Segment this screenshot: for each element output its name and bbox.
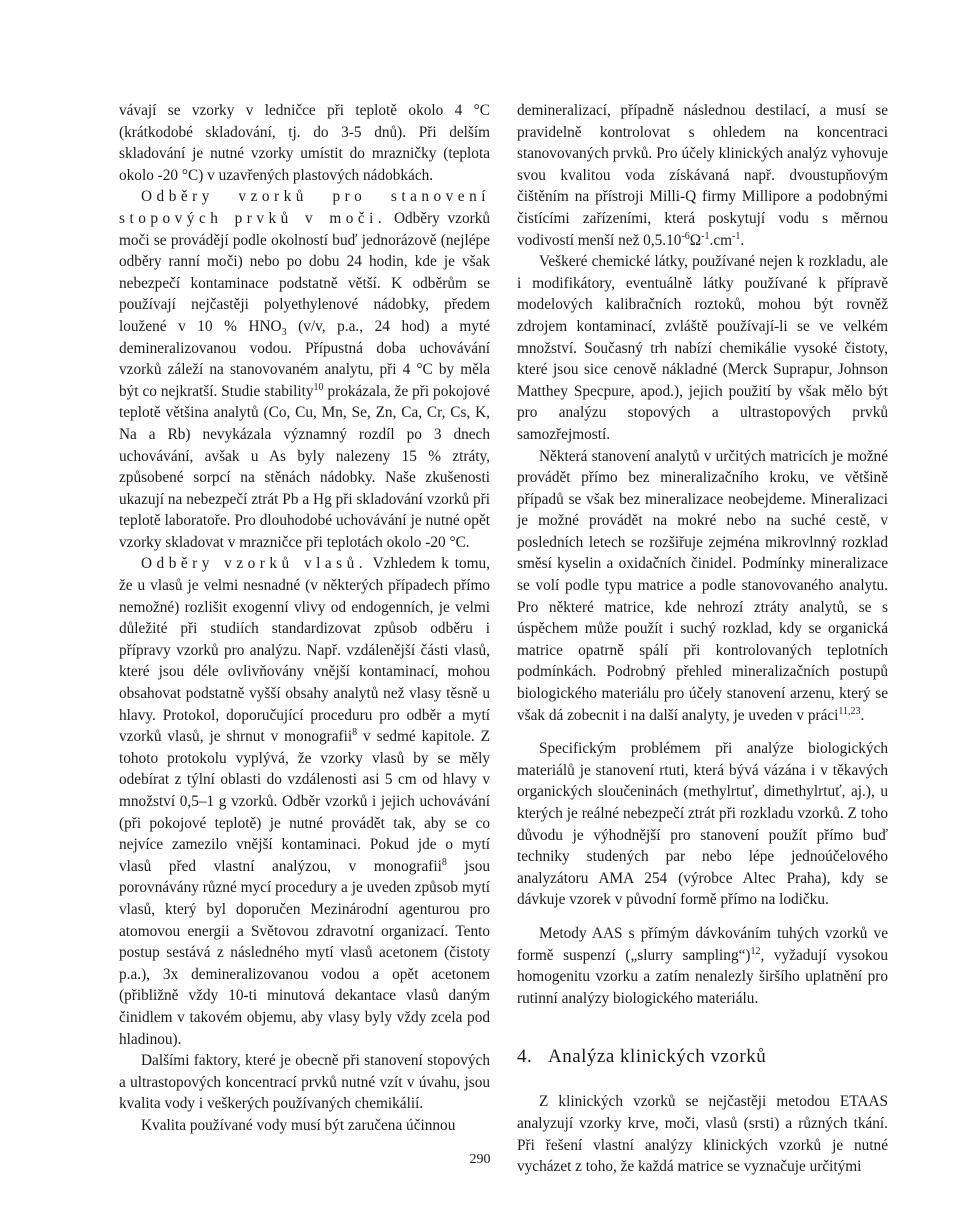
superscript: -6 [681, 230, 690, 242]
paragraph: Z klinických vzorků se nejčastěji metodou ETAAS analyzují vzorky krve, moči, vlasů (srsti) a různých tkání. Při řešení vlastní analýzy klinických vzorků je nutné vycházet z toho, že každá matrice se vyznačuje určitými [517, 1093, 888, 1176]
text: prokázala, že při pokojové teplotě většina analytů (Co, Cu, Mn, Se, Zn, Ca, Cr, Cs, K, Na a Rb) nevykázala významný rozdíl po 3 dnech uchovávání, avšak u As byly nalezeny 15 % ztráty, způsobené sorpcí na stěnách nádobky. Naše zkušenosti ukazují na nebezpečí ztrát Pb a Hg při skladování vzorků při teplotě laboratoře. Pro dlouhodobé uchovávání je nutné opět vzorky skladovat v mrazničce při teplotách okolo -20 °C. [119, 382, 490, 551]
right-column [517, 100, 888, 1178]
reference: 11,23 [838, 705, 861, 717]
page-number: 290 [469, 1152, 491, 1167]
reference: 12 [750, 945, 761, 957]
paragraph: vávají se vzorky v ledničce při teplotě okolo 4 °C (krátkodobé skladování, tj. do 3-5 dnů). Při delším skladování je nutné vzorky umístit do mrazničky (teplota okolo -20 °C) v uzavřených plastových nádobkách. [119, 102, 490, 184]
text: v sedmé kapitole. Z tohoto protokolu vyplývá, že vzorky vlasů by se měly odebírat z týlní oblasti do vzdálenosti asi 5 cm od hlavy v množství 0,5–1 g vzorků. Odběr vzorků i jejich uchovávání (při pokojové teplotě) je nutné provádět tak, aby se co nejvíce zamezilo vnější kontaminaci. Pokud jde o mytí vlasů před vlastní analýzou, v monografii [119, 728, 490, 875]
text: Některá stanovení analytů v určitých matricích je možné provádět přímo bez mineralizačního kroku, ve většině případů se však bez mineralizace neobejdeme. Mineralizaci je možné provádět na mokré nebo na suché cestě, v posledních letech se rozšiřuje zejména mikrovlnný rozklad směsí kyselin a oxidačních činidel. Podmínky mineralizace se volí podle typu matrice a podle stanovovaného analytu. Pro některé matrice, kde nehrozí ztráty analytů, se s úspěchem může použít i suchý rozklad, kdy se organická matrice opatrně spálí při kontrolovaných teplotních podmínkách. Podrobný přehled mineralizačních postupů biologického materiálu pro účely stanovení arzenu, který se však dá zobecnit i na další analyty, je uveden v práci [517, 447, 888, 724]
text: .cm [709, 231, 733, 249]
text: jsou porovnávány různé mycí procedury a je uveden způsob mytí vlasů, který byl doporučen Mezinárodní agenturou pro atomovou energii a Světovou zdravotní organizací. Tento postup sestává z následného mytí vlasů acetonem (čistoty p.a.), 3x demineralizovanou vodou a opět acetonem (přibližně vždy 10-ti minutová dekantace vlasů daným činidlem v takovém objemu, aby vlasy byly vždy zcela pod hladinou). [119, 857, 490, 1048]
reference: 10 [313, 381, 324, 393]
section-number: 4. [517, 1046, 533, 1068]
text: Vzhledem k tomu, že u vlasů je velmi nesnadné (v některých případech přímo nemožné) rozlišit exogenní vlivy od endogenních, je velmi důležité při studiích standardizovat způsob odběru i přípravy vzorků pro analýzu. Např. vzdálenější části vlasů, které jsou déle ovlivňovány vnější kontaminací, mohou obsahovat podstatně vyšší obsahy analytů než vlasy těsně u hlavy. Protokol, doporučující proceduru pro odběr a mytí vzorků vlasů, je shrnut v monografii [119, 555, 490, 746]
paragraph [517, 446, 888, 727]
paragraph: Veškeré chemické látky, používané nejen k rozkladu, ale i modifikátory, eventuálně látky používané k přípravě modelových kalibračních roztoků, mohou být rovněž zdrojem kontaminací, zvláště používají-li se ve velkém množství. Současný trh nabízí chemikálie vysoké čistoty, které jsou sice cenově nákladné (Merck Suprapur, Johnson Matthey Specpure, apod.), jejich použití by však mělo být pro analýzu stopových a ultrastopových prvků samozřejmostí. [517, 253, 888, 443]
section-title: Analýza klinických vzorků [548, 1046, 767, 1068]
paragraph: Specifickým problémem při analýze biologických materiálů je stanovení rtuti, která bývá vázána i v těkavých organických sloučeninách (methylrtuť, dimethylrtuť, aj.), u kterých je reálné nebezpečí ztrát při rozkladu vzorků. Z toho důvodu je výhodnější pro stanovení použít přímo buď techniky studených par nebo lépe jednoúčelového analyzátoru AMA 254 (výrobce Altec Praha), kdy se dávkuje vzorek v původní formě přímo na lodičku. [517, 740, 888, 909]
reference: 8 [441, 856, 447, 868]
text: Metody AAS s přímým dávkováním tuhých vzorků ve formě suspenzí („slurry sampling“) [517, 924, 888, 964]
reference: 8 [352, 727, 358, 739]
text: Ω [689, 231, 702, 249]
paragraph-urine-sampling [119, 186, 490, 553]
paragraph [517, 100, 888, 251]
run-in-heading: Odběry vzorků vlasů. [141, 555, 368, 573]
text: . [740, 231, 745, 249]
paragraph: Dalšími faktory, které je obecně při stanovení stopových a ultrastopových koncentrací prvků nutné vzít v úvahu, jsou kvalita vody i veškerých používaných chemikálií. [119, 1052, 490, 1113]
text: Odběry vzorků moči se provádějí podle okolností buď jednorázově (nejlépe odběry ranní moči) nebo po dobu 24 hodin, kde je však nebezpečí kontaminace podstatně větší. K odběrům se používají nejčastěji polyethylenové nádobky, předem loužené v 10 % HNO [119, 209, 490, 335]
text: , vyžadují vysokou homogenitu vzorku a zatím nenalezly širšího uplatnění pro rutinní analýzy biologického materiálu. [517, 946, 889, 1007]
paragraph [517, 923, 888, 1009]
text: (v/v, p.a., 24 hod) a myté demineralizovanou vodou. Přípustná doba uchovávání vzorků záleží na stanovovaném analytu, při 4 °C by měla být co nejkratší. Studie stability [119, 317, 490, 400]
section-heading [517, 1045, 888, 1069]
text: . [860, 706, 865, 724]
text: demineralizací, případně následnou destilací, a musí se pravidelně kontrolovat s ohledem na koncentraci stanovovaných prvků. Pro účely klinických analýz vyhovuje svou kvalitou voda získávaná např. dvoustupňovým čištěním na přístroji Milli-Q firmy Millipore a podobnými čistícími zařízeními, která poskytují vodu s měrnou vodivostí menší než 0,5.10 [517, 102, 888, 249]
left-column [119, 100, 490, 1137]
superscript: -1 [701, 230, 710, 242]
superscript: -1 [732, 230, 741, 242]
run-in-heading: Odběry vzorků pro stanovení stopových prvků v moči. [119, 188, 490, 227]
paragraph: Kvalita používané vody musí být zaručena účinnou [141, 1116, 456, 1134]
subscript: 3 [281, 326, 287, 338]
paragraph-hair-sampling [119, 553, 490, 1050]
